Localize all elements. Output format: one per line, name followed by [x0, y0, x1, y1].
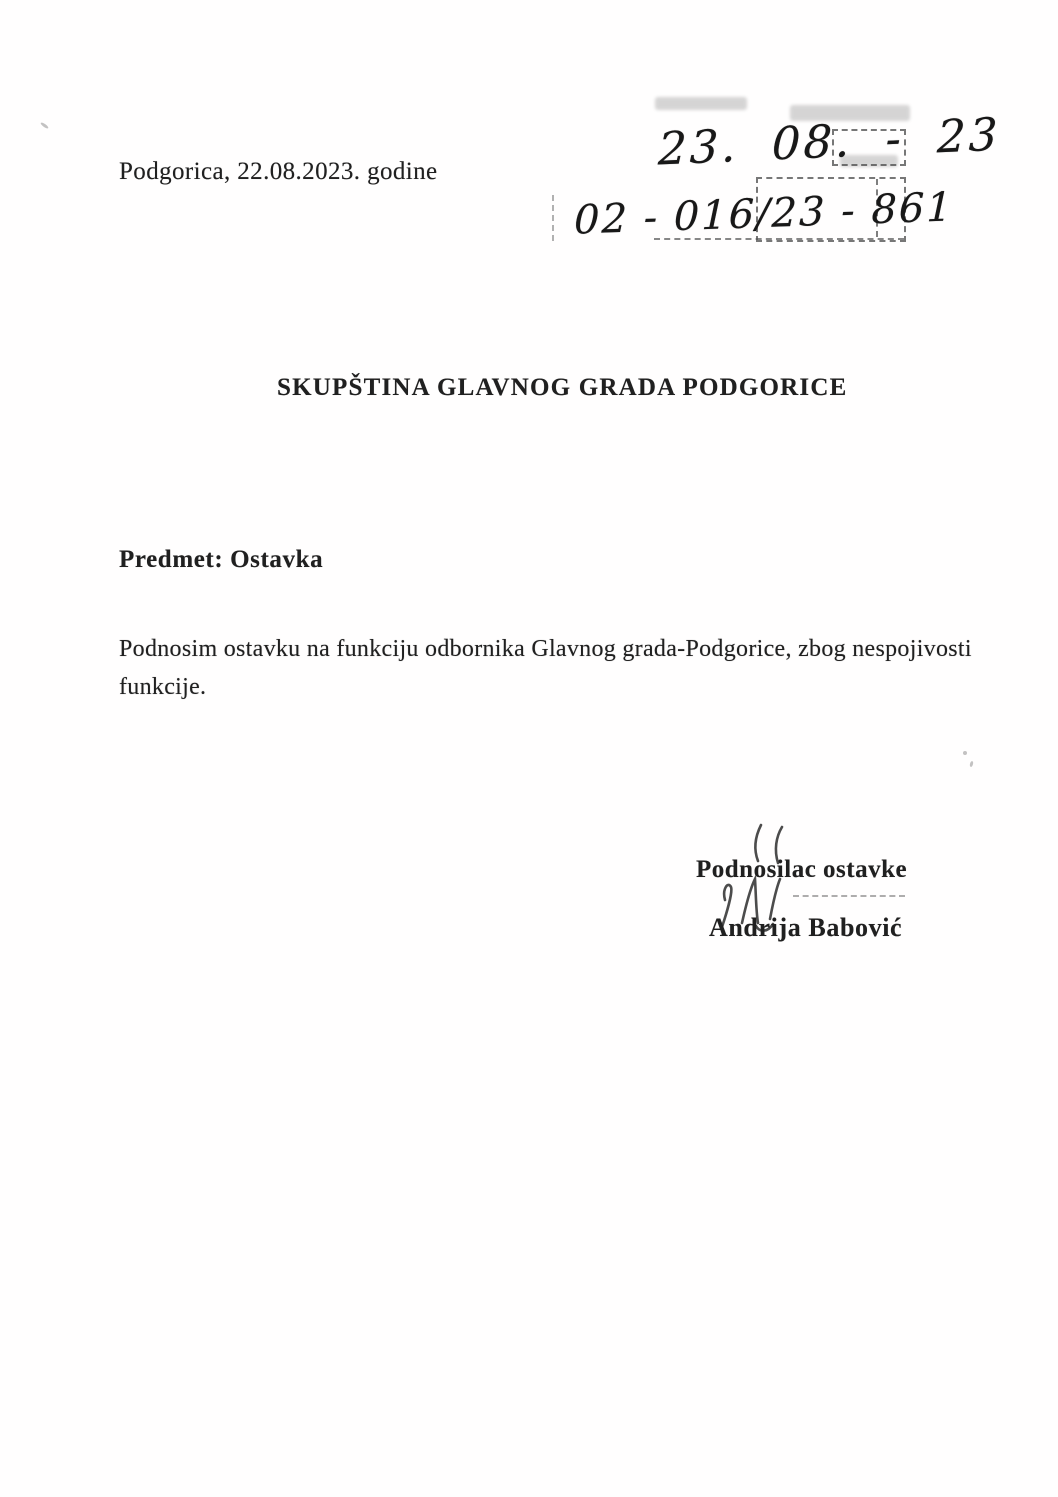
- stamp-handwritten-date: 23. 08. - 23: [657, 107, 1002, 176]
- stamp-left-tick: [552, 195, 554, 241]
- closing-role-label: Podnosilac ostavke: [696, 856, 908, 883]
- stamp-handwritten-number: 02 - 016/23 - 861: [573, 184, 955, 244]
- body-paragraph: Podnosim ostavku na funkciju odbornika Glavnog grada-Podgorice, zbog nespojivosti funkcije.: [119, 636, 972, 700]
- scan-speck: [40, 122, 49, 130]
- signature-dashed-line: [793, 895, 905, 897]
- signatory-name: Andrija Babović: [709, 913, 903, 942]
- registry-stamp: [540, 85, 1002, 260]
- stamp-ink-smudge: [655, 97, 747, 110]
- recipient-title: SKUPŠTINA GLAVNOG GRADA PODGORICE: [277, 374, 848, 401]
- subject-line: Predmet: Ostavka: [119, 546, 324, 573]
- scan-speck: [963, 751, 967, 755]
- place-date-line: Podgorica, 22.08.2023. godine: [119, 158, 438, 185]
- scan-speck: [969, 761, 973, 768]
